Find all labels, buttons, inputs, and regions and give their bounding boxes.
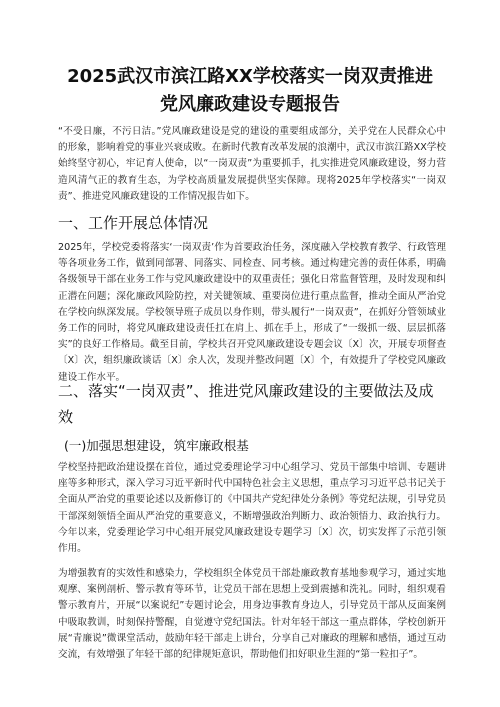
- document-title-line-2: 党风廉政建设专题报告: [160, 94, 340, 115]
- document-title-line-1: 2025武汉市滨江路XX学校落实一岗双责推进: [67, 66, 433, 87]
- subsection-1-paragraph-1: 学校坚持把政治建设摆在首位，通过党委理论学习中心组学习、党员干部集中培训、专题讲座等多种形式，深入学习习近平新时代中国特色社会主义思想，重点学习习近平总书记关于全面从严治党的重要论述以及新修订的《中国共产党纪律处分条例》等党纪法规，引导党员干部深刻领悟全面从严治党的重要意义，不断增强政治判断力、政治领悟力、政治执行力。今年以来，党委理论学习中心组开展党风廉政建设专题学习〔X〕次，切实发挥了示范引领作用。: [58, 462, 446, 555]
- section-2-heading-line-1: 二、落实“一岗双责”、推进党风廉政建设的主要做法及成: [58, 382, 434, 400]
- intro-paragraph: “不受日廉，不污日洁。”党风廉政建设是党的建设的重要组成部分，关乎党在人民群众心中的形象，影响着党的事业兴衰成败。在新时代教育改革发展的浪潮中，武汉市滨江路XX学校始终坚守初心，牢记育人使命，以“一岗双责”为重要抓手，扎实推进党风廉政建设，努力营造风清气正的教育生态，为学校高质量发展提供坚实保障。现将2025年学校落实“一岗双责”、推进党风廉政建设的工作情况报告如下。: [58, 126, 446, 202]
- section-1-heading: 一、工作开展总体情况: [58, 214, 209, 232]
- subsection-1-paragraph-2: 为增强教育的实效性和感染力，学校组织全体党员干部赴廉政教育基地参观学习，通过实地观摩、案例剖析、警示教育等环节，让党员干部在思想上受到震撼和洗礼。同时，组织观看警示教育片，开展“以案说纪”专题讨论会，用身边事教育身边人，引导党员干部从反面案例中吸取教训，时刻保持警醒，自觉遵守党纪国法。针对年轻干部这一重点群体，学校创新开展“青廉说”微课堂活动，鼓励年轻干部走上讲台，分享自己对廉政的理解和感悟，通过互动交流，有效增强了年轻干部的纪律规矩意识，帮助他们扣好职业生涯的“第一粒扣子”。: [58, 568, 446, 661]
- subsection-1-heading: (一)加强思想建设，筑牢廉政根基: [64, 438, 249, 453]
- section-1-paragraph: 2025年，学校党委将落实‘一岗双责’作为首要政治任务，深度融入学校教育教学、行政管理等各项业务工作，做到同部署、同落实、同检查、同考核。通过构建完善的责任体系，明确各级领导干部在业务工作与党风廉政建设中的双重责任；强化日常监督管理，及时发现和纠正潜在问题；深化廉政风险防控，对关键领域、重要岗位进行重点监督，推动全面从严治党在学校向纵深发展。学校领导班子成员以身作则，带头履行“一岗双责”，在抓好分管领域业务工作的同时，将党风廉政建设责任扛在肩上、抓在手上，形成了“一级抓一级、层层抓落实”的良好工作格局。截至目前，学校共召开党风廉政建设专题会议〔X〕次，开展专项督查〔X〕次，组织廉政谈话〔X〕余人次，发现并整改问题〔X〕个，有效提升了学校党风廉政建设工作水平。: [58, 242, 446, 383]
- section-2-heading-line-2: 效: [58, 408, 74, 426]
